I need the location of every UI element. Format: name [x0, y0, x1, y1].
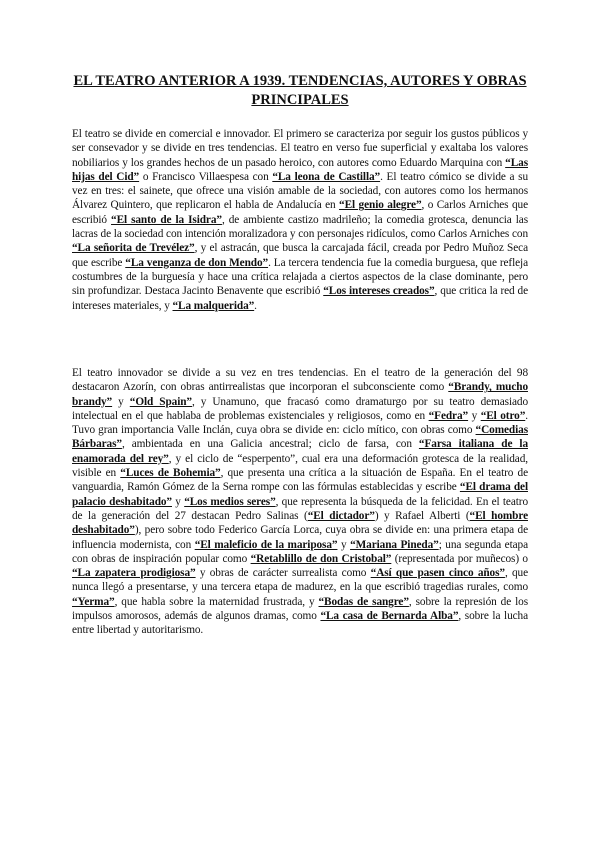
body-text: , sobre la lucha entre libertad y autoritarismo.	[72, 610, 529, 637]
work-title: “Así que pasen cinco años”	[370, 567, 505, 580]
body-text: .	[254, 299, 257, 312]
body-text: , que presenta una crítica a la situación de España. En el teatro de vanguardia, Ramón Gómez de la Serna rompe con las fórmulas establecidas y escribe	[72, 467, 528, 494]
body-text: . Tuvo gran importancia Valle Inclán, cuya obra se divide en: ciclo mítico, con obras como	[72, 409, 529, 437]
paragraph-innovative-theatre	[72, 366, 528, 638]
body-text: y obras de carácter surrealista como	[195, 567, 371, 580]
work-title: “Los intereses creados”	[323, 285, 435, 298]
body-text: ) y Rafael Alberti (	[374, 509, 470, 522]
work-title: “Fedra”	[428, 409, 469, 422]
body-text: , y el ciclo de “esperpento”, cual era una deformación grotesca de la realidad, visible en	[72, 452, 528, 480]
work-title: “El dictador”	[307, 509, 375, 522]
body-text: , ambientada en una Galicia ancestral; ciclo de farsa, con	[121, 438, 419, 451]
work-title: “Retablillo de don Cristobal”	[250, 552, 392, 565]
document-title: EL TEATRO ANTERIOR A 1939. TENDENCIAS, AUTORES Y OBRAS PRINCIPALES	[73, 73, 527, 108]
body-text: y	[337, 538, 351, 551]
body-text: El teatro innovador se divide a su vez en tres tendencias. En el teatro de la generación del 98 destacaron Azorín, con obras antirrealistas que incorporan el subconsciente como	[72, 367, 528, 394]
body-text: , o Carlos Arniches que escribió	[72, 199, 528, 226]
work-title: “La casa de Bernarda Alba”	[320, 610, 459, 623]
body-text: , que habla sobre la maternidad frustrada, y	[114, 595, 319, 608]
body-text: . La tercera tendencia fue la comedia burguesa, que refleja costumbres de la burguesía y hace una crítica relajada a ciertos aspectos de la clase dominante, pero sin profundizar. Destaca Jacinto Benavente que escribió	[72, 256, 529, 298]
work-title: “Las hijas del Cid”	[72, 156, 528, 183]
work-title: “El otro”	[480, 409, 526, 422]
body-text: ; una segunda etapa con obras de inspiración popular como	[72, 538, 528, 565]
work-title: “Old Spain”	[129, 395, 192, 408]
work-title: “Mariana Pineda”	[350, 538, 439, 551]
body-text: , sobre la represión de los impulsos amorosos, además de algunos dramas, como	[72, 595, 529, 623]
work-title: “El hombre deshabitado”	[72, 509, 528, 537]
work-title: “Comedias Bárbaras”	[72, 424, 528, 451]
body-text: y	[171, 495, 185, 508]
work-title: “Los medios seres”	[184, 495, 276, 508]
body-text: , de ambiente castizo madrileño; la comedia grotesca, denuncia las lacras de la sociedad con intención moralizadora y con personajes ridículos, como Carlos Arniches con	[72, 213, 529, 241]
body-text: o Francisco Villaespesa con	[139, 170, 273, 183]
work-title: “Brandy, mucho brandy”	[72, 381, 528, 408]
body-text: y	[468, 409, 481, 422]
body-text: , que nunca llegó a presentarse, y una tercera etapa de madurez, en la que escribió tragedias rurales, como	[72, 567, 528, 594]
body-text: (representada por muñecos) o	[391, 552, 528, 565]
work-title: “El drama del palacio deshabitado”	[72, 481, 528, 508]
work-title: “La leona de Castilla”	[272, 170, 381, 183]
work-title: “La venganza de don Mendo”	[125, 256, 269, 269]
body-text: y	[112, 395, 130, 408]
body-text: , y el astracán, que busca la carcajada fácil, creada por Pedro Muñoz Seca que escribe	[72, 242, 528, 269]
work-title: “El maleficio de la mariposa”	[194, 538, 338, 551]
body-text: El teatro se divide en comercial e innovador. El primero se caracteriza por seguir los gustos públicos y ser consevador y se divide en tres tendencias. El teatro en verso fue superficial y exaltaba los valores nobiliarios y los grandes hechos de un pasado heroico, con autores como Eduardo Marquina con	[72, 128, 528, 169]
work-title: “El genio alegre”	[339, 199, 422, 212]
body-text: , que representa la búsqueda de la felicidad. En el teatro de la generación del 27 destacan Pedro Salinas (	[72, 495, 529, 522]
body-text: . El teatro cómico se divide a su vez en tres: el sainete, que ofrece una visión amable de la sociedad, con autores como los hermanos Álvarez Quintero, que replicaron el habla de Andalucía en	[72, 170, 528, 212]
work-title: “Luces de Bohemia”	[120, 467, 221, 480]
work-title: “Yerma”	[72, 595, 115, 608]
body-text: , que critica la red de intereses materiales, y	[72, 285, 529, 312]
paragraph-commercial-theatre	[72, 127, 528, 313]
work-title: “La zapatera prodigiosa”	[72, 567, 196, 580]
work-title: “Farsa italiana de la enamorada del rey”	[72, 438, 528, 465]
body-text: ), pero sobre todo Federico García Lorca, cuya obra se divide en: una primera etapa de influencia modernista, con	[72, 524, 528, 551]
work-title: “La malquerida”	[172, 299, 255, 312]
work-title: “El santo de la Isidra”	[111, 213, 222, 226]
body-text: , y Unamuno, que fracasó como dramaturgo por su teatro demasiado intelectual en el que hablaba de problemas existenciales y religiosos, como en	[72, 395, 528, 422]
work-title: “Bodas de sangre”	[318, 595, 409, 608]
work-title: “La señorita de Trevélez”	[72, 242, 195, 255]
